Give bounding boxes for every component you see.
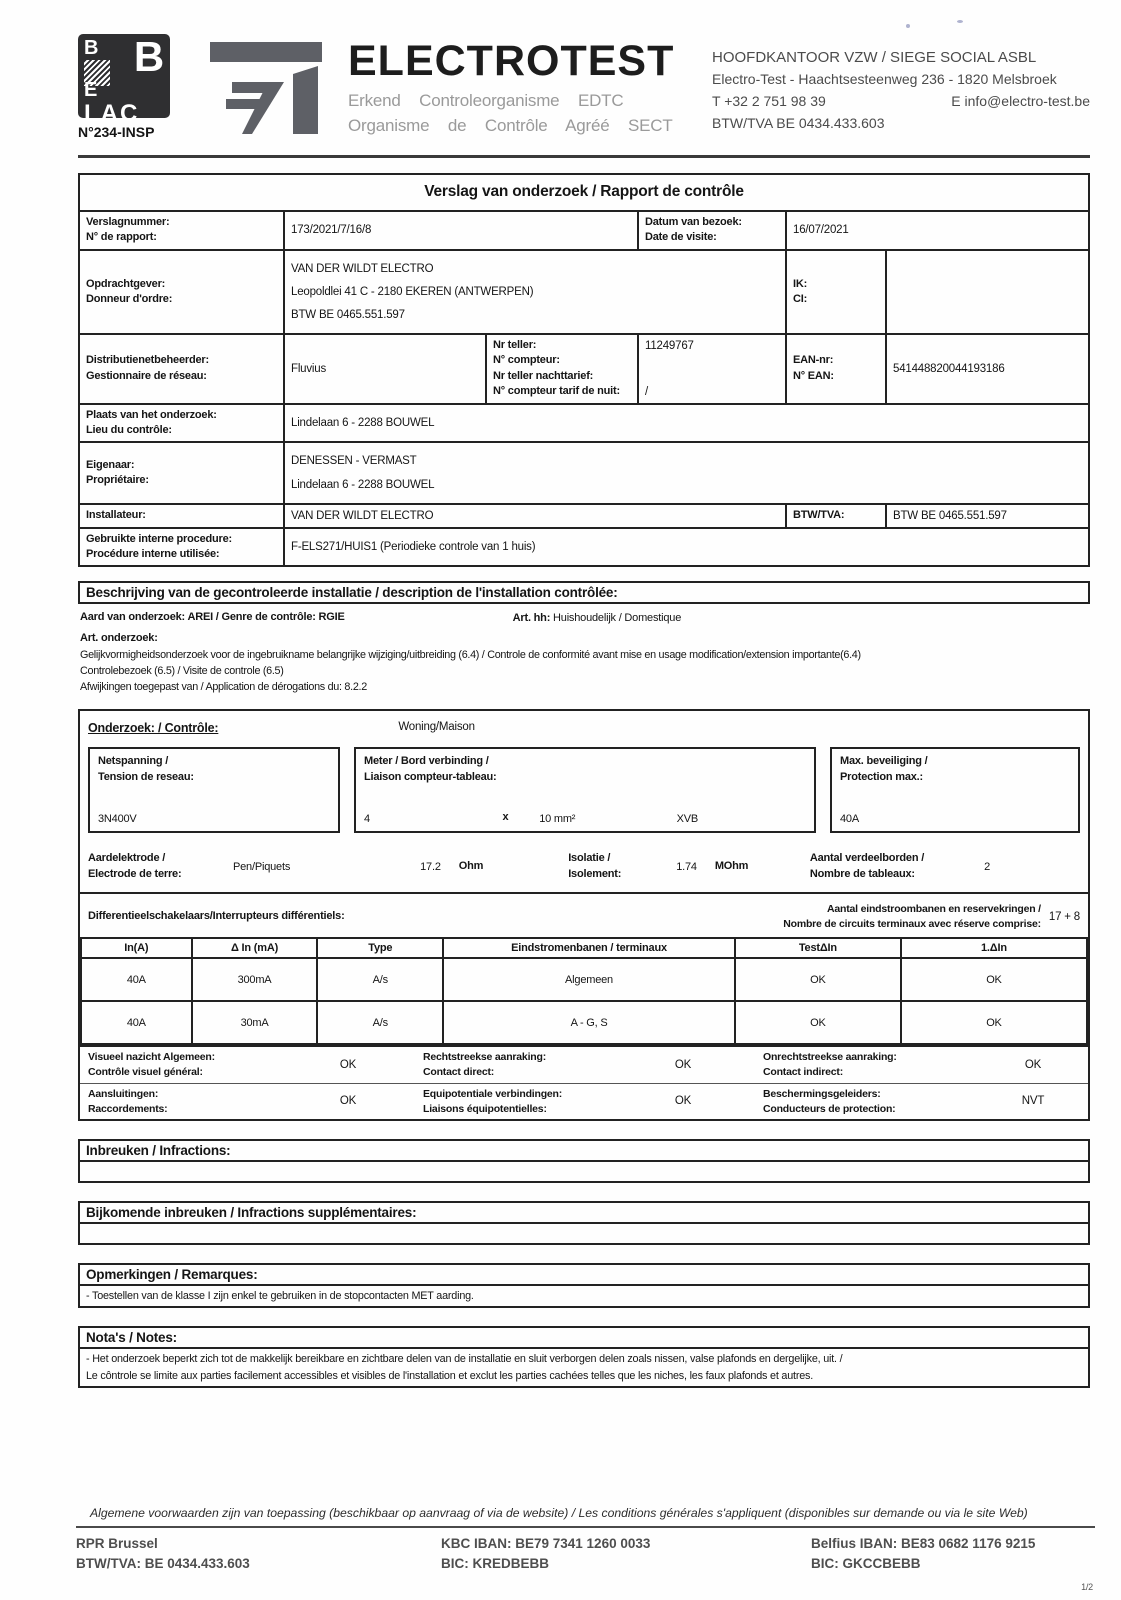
btw-label: BTW/TVA: xyxy=(793,508,845,521)
notas-line2: Le côntrole se limite aux parties facilement accessibles et visibles de l'installation et exclut les parties cachées telles que les niches, les faux plafonds et autres. xyxy=(86,1369,814,1382)
row-verslagnummer xyxy=(80,210,1088,249)
inbreuken-box xyxy=(78,1139,1090,1183)
col-ina: In(A) xyxy=(81,938,192,958)
opmerkingen-box xyxy=(78,1263,1090,1308)
report-title: Verslag van onderzoek / Rapport de contrôle xyxy=(424,183,744,200)
belfius-iban: Belfius IBAN: BE83 0682 1176 9215 xyxy=(811,1535,1036,1551)
eindstroombanen-value: 17 + 8 xyxy=(1048,910,1080,923)
description-body xyxy=(78,604,1090,697)
visual-checks: Visueel nazicht Algemeen: Contrôle visuel général: OK Rechtstreekse aanraking: Contact direct: OK Onrechtstreekse aanraking: Contact indirect: OK Aansluitingen: Raccordements: OK Equipotentiale verbindingen: Liaisons équipotentielles: OK Beschermingsgeleiders: Conducteurs de protection: NVT xyxy=(80,1045,1088,1119)
teller-label-2: N° compteur: xyxy=(493,354,560,367)
belac-accreditation-logo xyxy=(78,34,174,140)
check-value: NVT xyxy=(1021,1095,1045,1108)
opmerkingen-heading: Opmerkingen / Remarques: xyxy=(80,1265,1088,1286)
meter-x: x xyxy=(502,810,509,823)
notas-box xyxy=(78,1326,1090,1387)
footer-belfius-block xyxy=(811,1534,1095,1575)
office-vat: BTW/TVA BE 0434.433.603 xyxy=(712,114,885,131)
general-conditions: Algemene voorwaarden zijn van toepassing (beschikbaar op aanvraag of via de website) / Les conditions générales s'appliquent (disponibles sur demande ou via le site Web) xyxy=(90,1505,1028,1520)
head-office-block xyxy=(712,46,1090,134)
art-onderzoek-label: Art. onderzoek: xyxy=(80,631,158,644)
bijkomende-content xyxy=(80,1224,1088,1243)
teller-day-value: 11249767 xyxy=(645,340,694,353)
col-type: Type xyxy=(317,938,443,958)
meter-section: 10 mm² xyxy=(539,813,576,826)
brand-subtitle-fr: Organisme de Contrôle Agréé SECT xyxy=(348,115,673,135)
aard-van-onderzoek: Aard van onderzoek: AREI / Genre de contrôle: RGIE xyxy=(80,611,345,624)
opdrachtgever-address: Leopoldlei 41 C - 2180 EKEREN (ANTWERPEN) xyxy=(291,285,534,298)
isolatie-unit: MOhm xyxy=(714,859,749,872)
aardelektrode-type: Pen/Piquets xyxy=(233,860,291,873)
verslagnummer-label-fr: N° de rapport: xyxy=(86,231,157,244)
differentieel-row: 40A 30mA A/s A - G, S OK OK xyxy=(81,1001,1087,1044)
max-beveiliging-label-nl: Max. beveiliging / xyxy=(840,755,928,768)
datum-label-fr: Date de visite: xyxy=(645,231,717,244)
eindstroombanen-label-fr: Nombre de circuits terminaux avec réserve comprise: xyxy=(783,917,1041,930)
art-hh-label: Art. hh: xyxy=(512,612,551,625)
belac-logo-icon xyxy=(78,33,170,127)
max-beveiliging-box xyxy=(830,747,1080,833)
aardelektrode-unit: Ohm xyxy=(458,859,484,872)
belac-letter: E xyxy=(84,79,98,101)
belfius-bic: BIC: GKCCBEBB xyxy=(811,1555,921,1571)
inbreuken-content xyxy=(80,1162,1088,1181)
onderzoek-label: Onderzoek: / Contrôle: xyxy=(88,721,219,736)
belac-letter: LAC xyxy=(84,100,140,127)
differentieel-header-row xyxy=(81,938,1087,958)
page-number: 1/2 xyxy=(1081,1582,1093,1592)
ean-value: 541448820044193186 xyxy=(893,362,1005,375)
rpr-line: RPR Brussel xyxy=(76,1535,158,1551)
differentieel-row: 40A 300mA A/s Algemeen OK OK xyxy=(81,958,1087,1001)
notas-heading: Nota's / Notes: xyxy=(80,1328,1088,1349)
art-onderzoek-line1: Gelijkvormigheidsonderzoek voor de ingebruikname belangrijke wijziging/uitbreiding (6.4) / Controle de conformité avant mise en usage modification/extension importante(6.4) xyxy=(80,649,861,662)
meter-label-fr: Liaison compteur-tableau: xyxy=(364,770,497,783)
inbreuken-heading: Inbreuken / Infractions: xyxy=(80,1141,1088,1162)
footer-vat: BTW/TVA: BE 0434.433.603 xyxy=(76,1555,250,1571)
eigenaar-name: DENESSEN - VERMAST xyxy=(291,455,417,468)
teller-label-4: N° compteur tarif de nuit: xyxy=(493,385,620,398)
teller-label-3: Nr teller nachttarief: xyxy=(493,369,594,382)
brand-name: ELECTROTEST xyxy=(348,37,675,85)
scan-mark xyxy=(906,24,910,28)
verslagnummer-label-nl: Verslagnummer: xyxy=(86,216,170,228)
meter-cable-type: XVB xyxy=(676,813,699,826)
procedure-label-fr: Procédure interne utilisée: xyxy=(86,548,220,561)
eindstroombanen-label-nl: Aantal eindstroombanen en reservekringen / xyxy=(826,903,1041,916)
verdeelborden-label-nl: Aantal verdeelborden / xyxy=(809,852,925,865)
page-footer xyxy=(0,1506,1121,1575)
aardelektrode-value: 17.2 xyxy=(420,860,441,873)
ean-label-fr: N° EAN: xyxy=(793,369,834,382)
office-title: HOOFDKANTOOR VZW / SIEGE SOCIAL ASBL xyxy=(712,49,1037,66)
datum-value: 16/07/2021 xyxy=(793,224,849,237)
distributie-label-nl: Distributienetbeheerder: xyxy=(86,354,209,367)
eigenaar-address: Lindelaan 6 - 2288 BOUWEL xyxy=(291,478,435,491)
kbc-bic: BIC: KREDBEBB xyxy=(441,1555,549,1571)
distributie-value: Fluvius xyxy=(291,362,327,375)
row-plaats xyxy=(80,403,1088,442)
check-value: OK xyxy=(339,1059,357,1072)
office-email[interactable]: E info@electro-test.be xyxy=(951,92,1090,109)
max-beveiliging-label-fr: Protection max.: xyxy=(840,770,923,783)
verdeelborden-label-fr: Nombre de tableaux: xyxy=(809,867,915,880)
meter-label-nl: Meter / Bord verbinding / xyxy=(364,755,489,768)
scan-mark xyxy=(957,20,963,23)
page-header xyxy=(78,34,1090,145)
verslagnummer-value: 173/2021/7/16/8 xyxy=(291,224,372,237)
teller-label-1: Nr teller: xyxy=(493,339,537,352)
check-value: OK xyxy=(1024,1059,1042,1072)
notas-line1: - Het onderzoek beperkt zich tot de makkelijk bereikbare en zichtbare delen van de installatie en sluit verborgen delen zoals nissen, valse plafonds en dergelijke, uit. / xyxy=(86,1353,843,1366)
check-value: OK xyxy=(339,1095,357,1108)
electrotest-logo-icon xyxy=(200,36,326,145)
bijkomende-heading: Bijkomende inbreuken / Infractions supplémentaires: xyxy=(80,1203,1088,1224)
brand-subtitle xyxy=(348,89,674,138)
eigenaar-label-fr: Propriétaire: xyxy=(86,474,149,486)
opdrachtgever-label-fr: Donneur d'ordre: xyxy=(86,292,173,305)
opdrachtgever-label-nl: Opdrachtgever: xyxy=(86,277,166,290)
plaats-label-nl: Plaats van het onderzoek: xyxy=(86,408,217,421)
isolatie-value: 1.74 xyxy=(676,860,697,873)
netspanning-box xyxy=(88,747,340,833)
differentieel-section xyxy=(80,892,1088,1045)
row-opdrachtgever xyxy=(80,249,1088,333)
bijkomende-inbreuken-box xyxy=(78,1201,1090,1245)
belac-letter: B xyxy=(84,37,99,59)
row-procedure xyxy=(80,527,1088,566)
installateur-value: VAN DER WILDT ELECTRO xyxy=(291,509,434,522)
ci-label: CI: xyxy=(793,292,808,305)
differentieel-table xyxy=(80,937,1088,1045)
col-delta-in: Δ In (mA) xyxy=(192,938,318,958)
check-value: OK xyxy=(674,1059,692,1072)
office-phone: T +32 2 751 98 39 xyxy=(712,92,826,109)
opdrachtgever-vat: BTW BE 0465.551.597 xyxy=(291,308,405,321)
procedure-value: F-ELS271/HUIS1 (Periodieke controle van 1 huis) xyxy=(291,541,536,554)
art-onderzoek-line3: Afwijkingen toegepast van / Application de dérogations du: 8.2.2 xyxy=(80,680,367,693)
report-info-table xyxy=(78,173,1090,567)
datum-label-nl: Datum van bezoek: xyxy=(645,216,742,228)
row-eigenaar xyxy=(80,441,1088,502)
isolatie-label-fr: Isolement: xyxy=(568,867,622,880)
belac-letter: B xyxy=(133,33,164,80)
netspanning-label-fr: Tension de reseau: xyxy=(98,770,194,783)
col-test-delta: TestΔIn xyxy=(735,938,901,958)
brand-subtitle-nl: Erkend Controleorganisme EDTC xyxy=(348,91,624,110)
check-value: OK xyxy=(674,1095,692,1108)
meter-verbinding-box xyxy=(354,747,816,833)
netspanning-label-nl: Netspanning / xyxy=(98,755,169,768)
col-terminaux: Eindstromenbanen / terminaux xyxy=(443,938,735,958)
row-installateur xyxy=(80,503,1088,527)
belac-accreditation-number: N°234-INSP xyxy=(78,124,155,140)
art-hh-value: Huishoudelijk / Domestique xyxy=(553,612,682,625)
opdrachtgever-name: VAN DER WILDT ELECTRO xyxy=(291,262,434,275)
onderzoek-value: Woning/Maison xyxy=(398,721,475,734)
isolatie-label-nl: Isolatie / xyxy=(568,852,611,865)
aardelektrode-row xyxy=(80,843,1088,892)
plaats-label-fr: Lieu du contrôle: xyxy=(86,424,172,437)
teller-night-value: / xyxy=(645,385,648,398)
installateur-label: Installateur: xyxy=(86,508,146,521)
procedure-label-nl: Gebruikte interne procedure: xyxy=(86,532,232,545)
netspanning-value: 3N400V xyxy=(98,813,137,826)
eigenaar-label-nl: Eigenaar: xyxy=(86,458,135,471)
footer-kbc-block xyxy=(441,1534,811,1575)
max-beveiliging-value: 40A xyxy=(840,813,859,826)
col-1-delta: 1.ΔIn xyxy=(901,938,1087,958)
ik-label: IK: xyxy=(793,277,808,290)
plaats-value: Lindelaan 6 - 2288 BOUWEL xyxy=(291,416,435,429)
header-divider xyxy=(78,155,1090,158)
kbc-iban: KBC IBAN: BE79 7341 1260 0033 xyxy=(441,1535,651,1551)
distributie-label-fr: Gestionnaire de réseau: xyxy=(86,369,207,382)
description-heading xyxy=(78,581,1090,604)
art-onderzoek-line2: Controlebezoek (6.5) / Visite de controle (6.5) xyxy=(80,665,284,677)
footer-divider xyxy=(76,1526,1095,1528)
meter-count: 4 xyxy=(364,813,370,826)
opmerkingen-content: - Toestellen van de klasse I zijn enkel te gebruiken in de stopcontacten MET aarding. xyxy=(86,1290,474,1303)
onderzoek-box xyxy=(78,709,1090,1121)
aardelektrode-label-nl: Aardelektrode / xyxy=(88,852,166,865)
office-address: Electro-Test - Haachtsesteenweg 236 - 1820 Melsbroek xyxy=(712,71,1057,88)
aardelektrode-label-fr: Electrode de terre: xyxy=(88,867,182,880)
verdeelborden-value: 2 xyxy=(984,860,990,873)
brand-block xyxy=(348,37,675,138)
differentieel-label: Differentieelschakelaars/Interrupteurs différentiels: xyxy=(88,910,345,923)
row-distributienetbeheerder xyxy=(80,333,1088,403)
description-heading-text: Beschrijving van de gecontroleerde installatie / description de l'installation contrôlée: xyxy=(86,585,618,601)
btw-value: BTW BE 0465.551.597 xyxy=(893,509,1007,522)
footer-company-block xyxy=(76,1534,441,1575)
ean-label-nl: EAN-nr: xyxy=(793,354,834,367)
